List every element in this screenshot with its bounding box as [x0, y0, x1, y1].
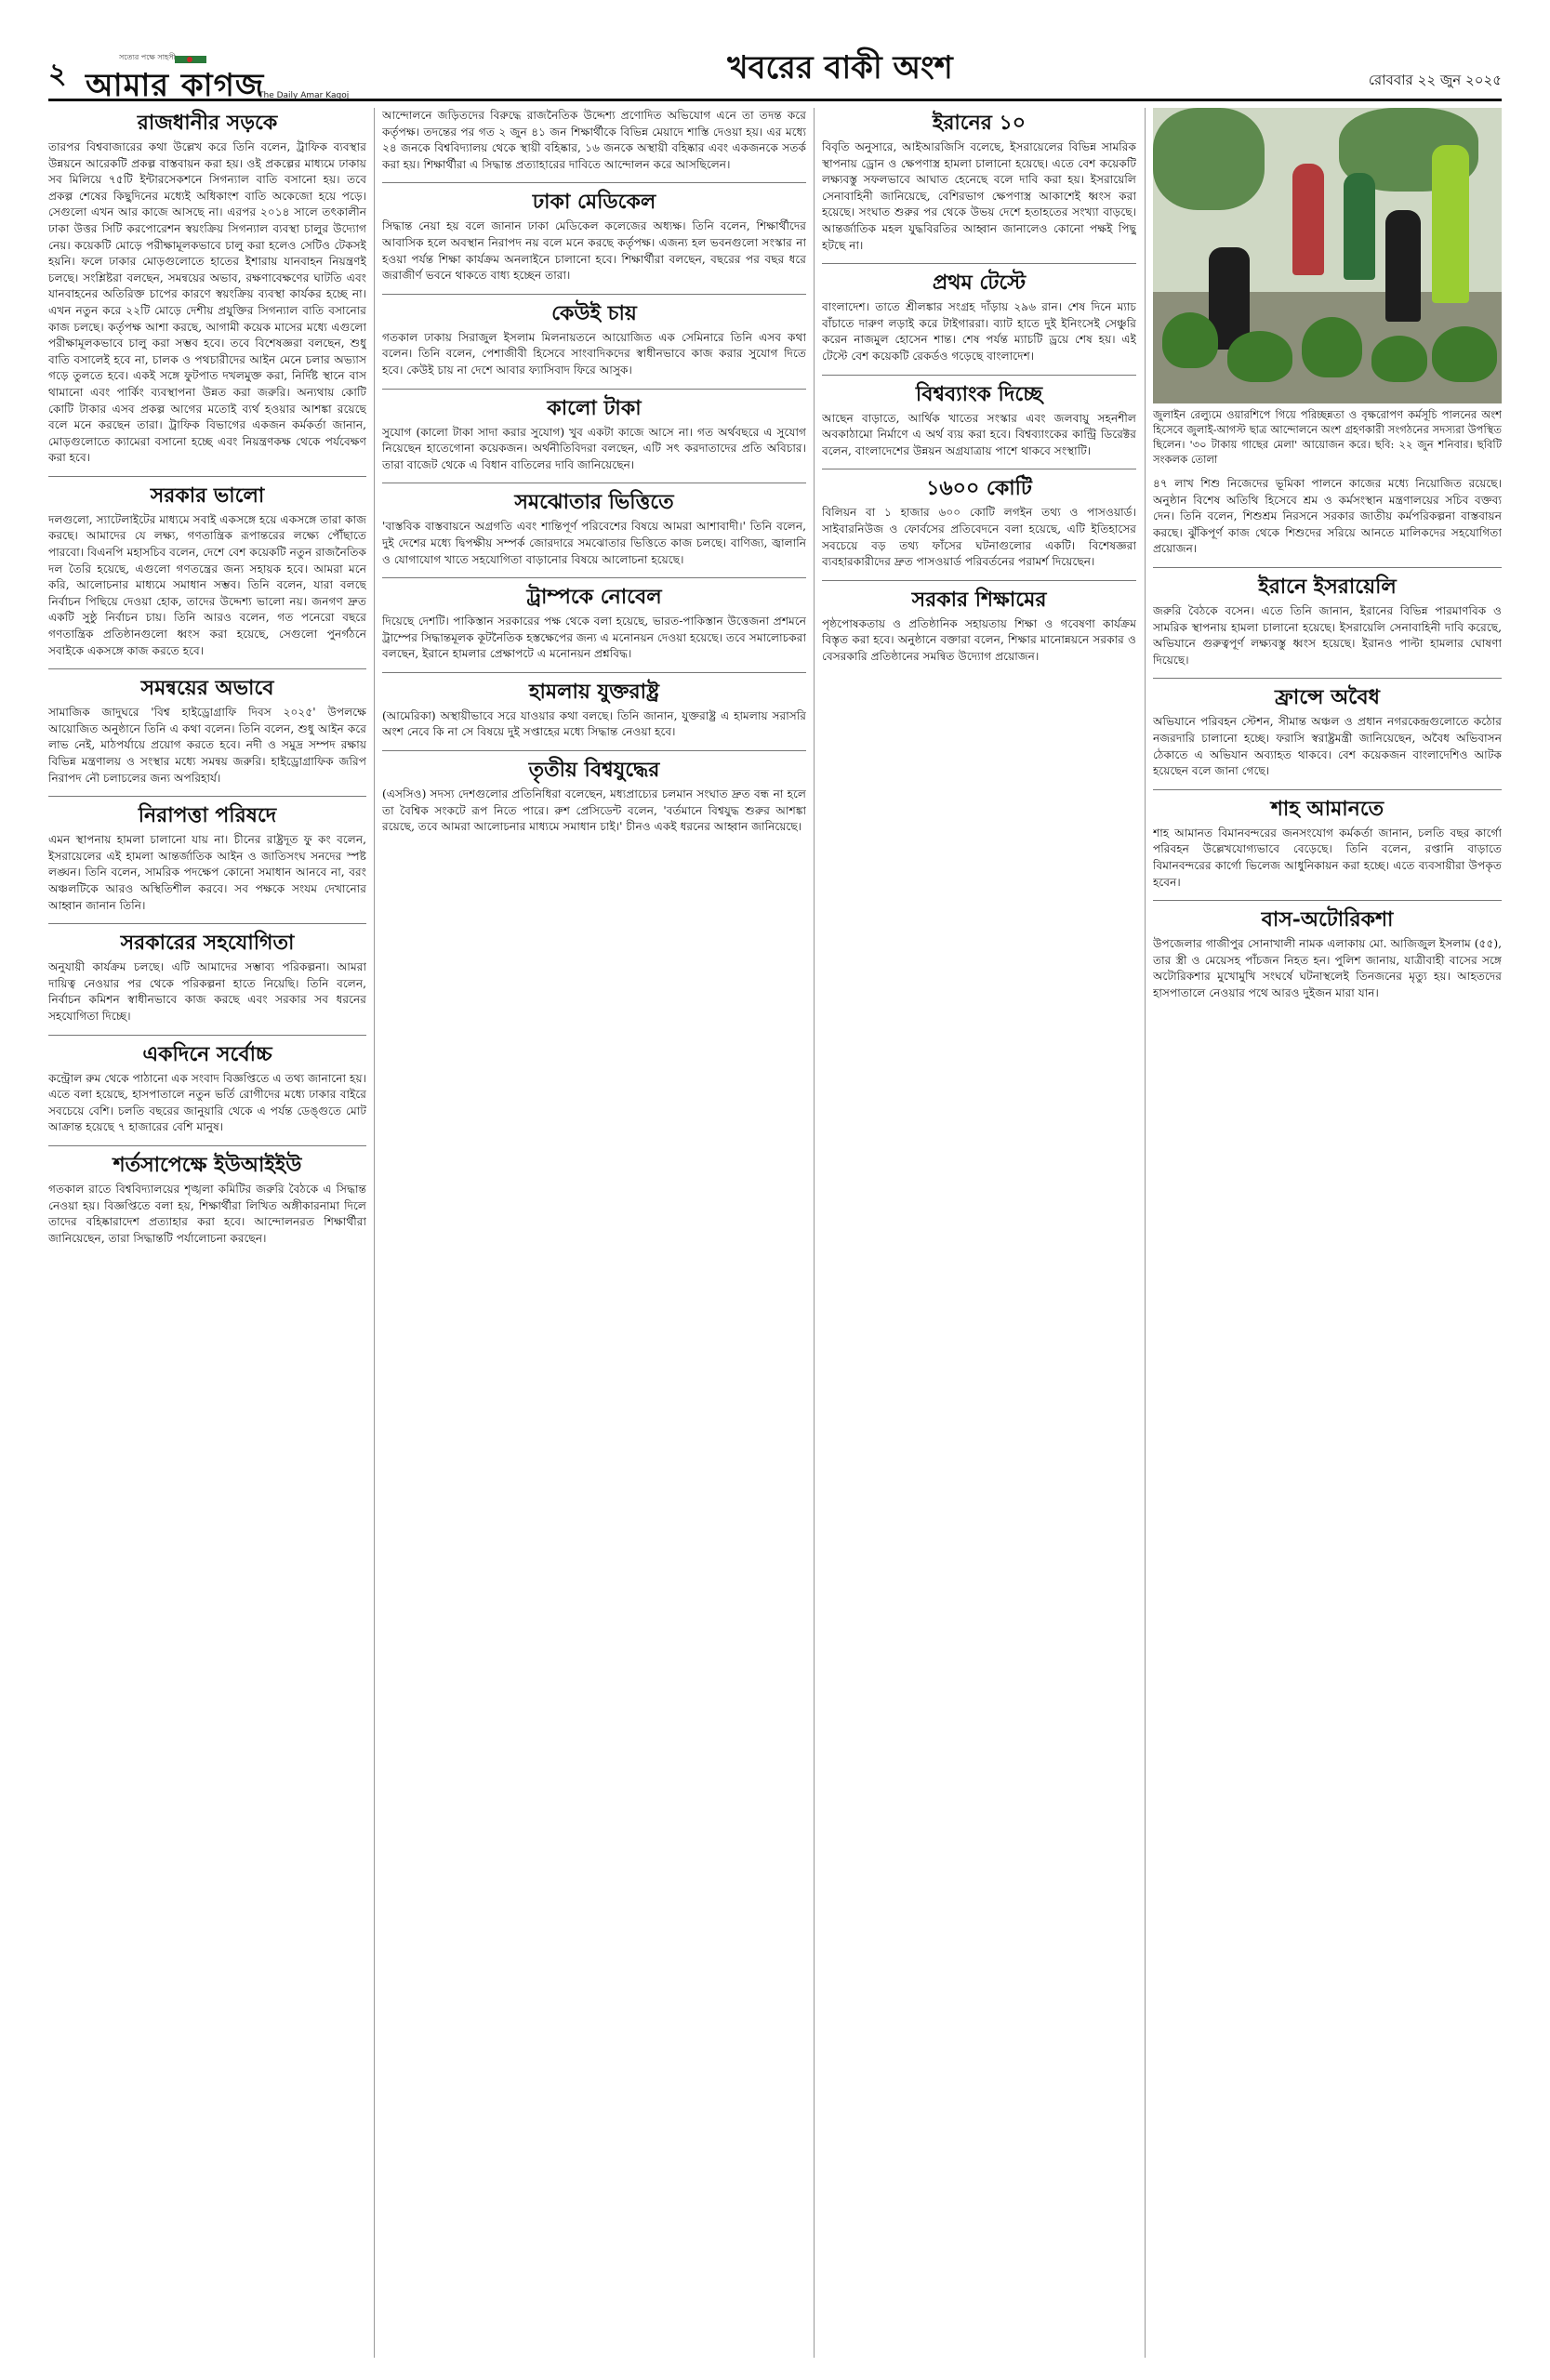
page-number: ২: [48, 58, 67, 90]
story: [822, 110, 1136, 254]
tree-shape: [1153, 108, 1265, 210]
story-body: বিলিয়ন বা ১ হাজার ৬০০ কোটি লগইন তথ্য ও পাসওয়ার্ড। সাইবারনিউজ ও ফোর্বসের প্রতিবেদনে বলা হয়েছে, এটি ইতিহাসের সবচেয়ে বড় তথ্য ফাঁসের ঘটনাগুলোর একটি। বিশেষজ্ঞরা ব্যবহারকারীদের দ্রুত পাসওয়ার্ড পরিবর্তনের পরামর্শ দিয়েছেন।: [822, 506, 1136, 569]
story-body: (এসসিও) সদস্য দেশগুলোর প্রতিনিধিরা বলেছেন, মধ্যপ্রাচ্যের চলমান সংঘাত দ্রুত বন্ধ না হলে তা বৈশ্বিক সংকটে রূপ নিতে পারে। রুশ প্রেসিডেন্ট বলেন, 'বর্তমানে বিশ্বযুদ্ধ শুরুর আশঙ্কা রয়েছে, তবে আমরা আলোচনার মাধ্যমে সমাধান চাই।' চীনও একই ধরনের আহ্বান জানিয়েছে।: [382, 787, 806, 834]
plant-shape: [1432, 326, 1497, 382]
story: [382, 294, 806, 379]
plant-shape: [1302, 317, 1362, 377]
headline: বাস-অটোরিকশা: [1261, 907, 1394, 932]
story: [822, 469, 1136, 570]
headline: সমন্বয়ের অভাবে: [140, 676, 274, 701]
story: [382, 389, 806, 474]
story-body: অভিযানে পরিবহন স্টেশন, সীমান্ত অঞ্চল ও প্রধান নগরকেন্দ্রগুলোতে কঠোর নজরদারি চালানো হচ্ছে। ফরাসি স্বরাষ্ট্রমন্ত্রী জানিয়েছেন, অবৈধ অভিবাসন ঠেকাতে এ অভিযান অব্যাহত থাকবে। বেশ কয়েকজন বাংলাদেশিও আটক হয়েছেন বলে জানা গেছে।: [1153, 715, 1502, 778]
story-body: 'বাস্তবিক বাস্তবায়নে অগ্রগতি এবং শান্তিপূর্ণ পরিবেশের বিষয়ে আমরা আশাবাদী।' তিনি বলেন, দুই দেশের মধ্যে দ্বিপক্ষীয় সম্পর্ক জোরদারে সমঝোতার ভিত্তিতে কাজ চলছে। বাণিজ্য, জ্বালানি ও যোগাযোগ খাতে সহযোগিতা বাড়ানোর বিষয়ে আলোচনা হয়েছে।: [382, 520, 806, 566]
story: [822, 263, 1136, 364]
masthead: [48, 49, 1502, 104]
person-shape: [1292, 164, 1324, 275]
headline: নিরাপত্তা পরিষদে: [138, 803, 277, 828]
column-4: [1153, 108, 1502, 2358]
headline: ১৬০০ কোটি: [926, 476, 1032, 501]
headline: একদিনে সর্বোচ্চ: [142, 1041, 272, 1066]
column-1: [48, 108, 366, 2358]
headline: সরকার শিক্ষামের: [911, 587, 1047, 612]
story: [382, 577, 806, 663]
person-shape: [1432, 145, 1469, 303]
section-title: খবরের বাকী অংশ: [727, 49, 953, 86]
story-body: বিবৃতি অনুসারে, আইআরজিসি বলেছে, ইসরায়েলের বিভিন্ন সামরিক স্থাপনায় ড্রোন ও ক্ষেপণাস্ত্র হামলা চালানো হয়েছে। এতে বেশ কয়েকটি লক্ষ্যবস্তু সফলভাবে আঘাত হেনেছে বলে দাবি করা হয়। ইসরায়েলি সেনাবাহিনী জানিয়েছে, বেশিরভাগ ক্ষেপণাস্ত্র আকাশেই ধ্বংস করা হয়েছে। সংঘাত শুরুর পর থেকে উভয় দেশে হতাহতের সংখ্যা বাড়ছে। আন্তর্জাতিক মহল যুদ্ধবিরতির আহ্বান জানালেও কোনো পক্ষই পিছু হটছে না।: [822, 140, 1136, 252]
headline: শর্তসাপেক্ষে ইউআইইউ: [113, 1152, 302, 1177]
story: [1153, 678, 1502, 779]
headline: হামলায় যুক্তরাষ্ট্র: [528, 679, 660, 704]
story: [382, 182, 806, 284]
story: [1153, 900, 1502, 1001]
story: [382, 108, 806, 173]
headline: ঢাকা মেডিকেল: [532, 190, 656, 215]
story: [382, 672, 806, 741]
story: [48, 796, 366, 914]
newspaper-logo: [86, 53, 383, 104]
headline: কেউই চায়: [551, 300, 637, 325]
story-body: দিয়েছে দেশটি। পাকিস্তান সরকারের পক্ষ থেকে বলা হয়েছে, ভারত-পাকিস্তান উত্তেজনা প্রশমনে ট্রাম্পের সিদ্ধান্তমূলক কূটনৈতিক হস্তক্ষেপের জন্য এ মনোনয়ন দেওয়া হয়েছে। তবে সমালোচকরা বলছেন, ইরানে হামলার প্রেক্ষাপটে এ মনোনয়ন প্রশ্নবিদ্ধ।: [382, 615, 806, 661]
story: [382, 483, 806, 568]
photo-caption: জুলাইন রেল্যুমে ওয়ারশিপে গিয়ে পরিচ্ছন্নতা ও বৃক্ষরোপণ কর্মসূচি পালনের অংশ হিসেবে জুলাই-আগস্ট ছাত্র আন্দোলনে অংশ গ্রহণকারী সংগঠনের সদস্যরা উপস্থিত ছিলেন। '৩০ টাকায় গাছের মেলা' আয়োজন করে। ছবি: ২২ জুন শনিবার। ছবিটি সংকলক তোলা: [1153, 408, 1502, 466]
story-body: বাংলাদেশ। তাতে শ্রীলঙ্কার সংগ্রহ দাঁড়ায় ২৯৬ রান। শেষ দিনে ম্যাচ বাঁচাতে দারুণ লড়াই করে টাইগাররা। ব্যাট হাতে দুই ইনিংসেই সেঞ্চুরি করেন নাজমুল হোসেন শান্ত। শেষ পর্যন্ত ম্যাচটি ড্রয়ে শেষ হয়। এই টেস্টে বেশ কয়েকটি রেকর্ডও গড়েছে বাংলাদেশ।: [822, 300, 1136, 363]
story-body: (আমেরিকা) অস্থায়ীভাবে সরে যাওয়ার কথা বলছে। তিনি জানান, যুক্তরাষ্ট্র এ হামলায় সরাসরি অংশ নেবে কি না সে বিষয়ে দুই সপ্তাহের মধ্যে সিদ্ধান্ত নেওয়া হবে।: [382, 708, 806, 739]
story-body: সিদ্ধান্ত নেয়া হয় বলে জানান ঢাকা মেডিকেল কলেজের অধ্যক্ষ। তিনি বলেন, শিক্ষার্থীদের আবাসিক হলে অবস্থান নিরাপদ নয় বলে মনে করছে কর্তৃপক্ষ। এজন্য হল ভবনগুলো সংস্কার না হওয়া পর্যন্ত শিক্ষা কার্যক্রম অনলাইনে চালানো হবে। শিক্ষার্থীরা বলছেন, বছরের পর বছর ধরে জরাজীর্ণ ভবনে থাকতে বাধ্য হচ্ছেন তারা।: [382, 219, 806, 283]
story-body: এমন স্থাপনায় হামলা চালানো যায় না। চীনের রাষ্ট্রদূত ফু কং বলেন, ইসরায়েলের এই হামলা আন্তর্জাতিক আইন ও জাতিসংঘ সনদের স্পষ্ট লঙ্ঘন। তিনি বলেন, সামরিক পদক্ষেপ কোনো সমাধান আনবে না, বরং অঞ্চলটিকে আরও অস্থিতিশীল করবে। সব পক্ষকে সংযম দেখানোর আহ্বান জানান তিনি।: [48, 833, 366, 912]
story-body: আছেন বাড়াতে, আর্থিক খাতের সংস্কার এবং জলবায়ু সহনশীল অবকাঠামো নির্মাণে এ অর্থ ব্যয় করা হবে। বিশ্বব্যাংকের কান্ট্রি ডিরেক্টর বলেন, বাংলাদেশের উন্নয়ন অগ্রযাত্রায় পাশে থাকবে সংস্থাটি।: [822, 411, 1136, 457]
story-body: ৪৭ লাখ শিশু নিজেদের ভূমিকা পালনে কাজের মধ্যে নিয়োজিত রয়েছে। অনুষ্ঠান বিশেষ অতিথি হিসেবে শ্রম ও কর্মসংস্থান মন্ত্রণালয়ের সচিব বক্তব্য দেন। তিনি বলেন, শিশুশ্রম নিরসনে সরকার জাতীয় কর্মপরিকল্পনা বাস্তবায়ন করছে। ঝুঁকিপূর্ণ কাজ থেকে শিশুদের সরিয়ে আনতে মালিকদের সহযোগিতা প্রয়োজন।: [1153, 477, 1502, 556]
headline: সমঝোতার ভিত্তিতে: [514, 490, 674, 515]
story: [48, 476, 366, 659]
story-body: গতকাল ঢাকায় সিরাজুল ইসলাম মিলনায়তনে আয়োজিত এক সেমিনারে তিনি এসব কথা বলেন। তিনি বলেন, পেশাজীবী হিসেবে সাংবাদিকদের স্বাধীনভাবে কাজ করার সুযোগ দিতে হবে। কেউই চায় না দেশে আবার ফ্যাসিবাদ ফিরে আসুক।: [382, 330, 806, 377]
column-divider: [374, 108, 375, 2358]
brand-name: আমার কাগজ: [86, 67, 265, 104]
story: [382, 750, 806, 836]
person-shape: [1344, 173, 1375, 280]
column-divider: [814, 108, 815, 2358]
story-body: অনুযায়ী কার্যক্রম চলছে। এটি আমাদের সম্ভাব্য পরিকল্পনা। আমরা দায়িত্ব নেওয়ার পর থেকে পরিকল্পনা হাতে নিয়েছি। তিনি বলেন, নির্বাচন কমিশন স্বাধীনভাবে কাজ করছে এবং সরকার সব ধরনের সহযোগিতা দিচ্ছে।: [48, 960, 366, 1023]
headline: শাহ আমানতে: [1270, 796, 1384, 821]
person-shape: [1385, 210, 1421, 322]
brand-tagline: সত্যের পক্ষে সাহসী: [119, 53, 176, 61]
headline: রাজধানীর সড়কে: [137, 111, 278, 135]
headline: ট্রাম্পকে নোবেল: [526, 585, 662, 610]
headline: বিশ্বব্যাংক দিচ্ছে: [915, 381, 1043, 406]
story-body: দলগুলো, স্যাটেলাইটের মাধ্যমে সবাই একসঙ্গে হয়ে একসঙ্গে তারা কাজ করছে। আমাদের যে লক্ষ্য, গণতান্ত্রিক রূপান্তরের লক্ষ্যে পৌঁছাতে পারবো। বিএনপি মহাসচিব বলেন, দেশে বেশ কয়েকটি নতুন রাজনৈতিক দল তৈরি হয়েছে, এগুলো গণতন্ত্রের জন্য সহায়ক হবে। আমরা মনে করি, আলোচনার মাধ্যমে সমাধান সম্ভব। তিনি বলেন, যারা বলছে নির্বাচন পিছিয়ে দেওয়া হোক, তাদের উদ্দেশ্য ভালো নয়। জনগণ দ্রুত একটি সুষ্ঠু নির্বাচন চায়। তিনি আরও বলেন, গত পনেরো বছরে গণতান্ত্রিক প্রতিষ্ঠানগুলো ধ্বংস করা হয়েছে, সেগুলো পুনর্গঠনে সবাইকে একসঙ্গে কাজ করতে হবে।: [48, 512, 366, 657]
story: [48, 668, 366, 787]
column-divider: [1145, 108, 1146, 2358]
headline: সরকারের সহযোগিতা: [120, 931, 295, 956]
story-body: তারপর বিশ্ববাজারের কথা উল্লেখ করে তিনি বলেন, ট্রাফিক ব্যবস্থার উন্নয়নে আরেকটি প্রকল্প বাস্তবায়ন করা হয়। ওই প্রকল্পের মাধ্যমে ঢাকায় সব মিলিয়ে ৭৫টি ইন্টারসেকশনে সিগন্যাল বাতি বসানো হয়। তবে প্রকল্প শেষের কিছুদিনের মধ্যেই অধিকাংশ বাতি অকেজো হয়ে পড়ে। সেগুলো এখন আর কাজে আসছে না। এরপর ২০১৪ সালে তৎকালীন ঢাকা উত্তর সিটি করপোরেশন স্বয়ংক্রিয় সিগন্যাল ব্যবস্থা চালুর উদ্যোগ নেয়। কয়েকটি মোড়ে পরীক্ষামূলকভাবে চালু করা হলেও সেটিও টেকসই হয়নি। ফলে ঢাকার মোড়গুলোতে হাতের ইশারায় যানবাহন নিয়ন্ত্রণই চলছে। সংশ্লিষ্টরা বলছেন, সমন্বয়ের অভাব, রক্ষণাবেক্ষণের ঘাটতি এবং যানবাহনের অতিরিক্ত চাপের কারণে স্বয়ংক্রিয় ব্যবস্থা কার্যকর হচ্ছে না। এখন নতুন করে ২২টি মোড়ে দেশীয় প্রযুক্তির সিগন্যাল বাতি বসানোর কাজ চলছে। কর্তৃপক্ষ আশা করছে, আগামী কয়েক মাসের মধ্যে এগুলো পরীক্ষামূলকভাবে চালু করা সম্ভব হবে। তবে বিশেষজ্ঞরা বলছেন, শুধু বাতি বসালেই হবে না, চালক ও পথচারীদের আইন মেনে চলার অভ্যাস গড়ে তুলতে হবে। একই সঙ্গে ফুটপাত দখলমুক্ত করা, নির্দিষ্ট স্থানে বাস থামানো এবং পার্কিং ব্যবস্থাপনা উন্নত করা জরুরি। অন্যথায় কোটি কোটি টাকার এসব প্রকল্প আগের মতোই ব্যর্থ হওয়ার আশঙ্কা রয়েছে বলে মনে করছেন তারা। ট্রাফিক বিভাগের একজন কর্মকর্তা জানান, মোড়গুলোতে ক্যামেরা বসানো হচ্ছে এবং নিয়ন্ত্রণকক্ষ থেকে পর্যবেক্ষণ করা হবে।: [48, 140, 366, 465]
story-body: কন্ট্রোল রুম থেকে পাঠানো এক সংবাদ বিজ্ঞপ্তিতে এ তথ্য জানানো হয়। এতে বলা হয়েছে, হাসপাতালে নতুন ভর্তি রোগীদের মধ্যে ঢাকার বাইরে সবচেয়ে বেশি। চলতি বছরের জানুয়ারি থেকে এ পর্যন্ত ডেঙ্গুতে মোট আক্রান্ত হয়েছে ৭ হাজারের বেশি মানুষ।: [48, 1071, 366, 1134]
plant-shape: [1162, 312, 1218, 368]
story: [48, 110, 366, 467]
story-body: গতকাল রাতে বিশ্ববিদ্যালয়ের শৃঙ্খলা কমিটির জরুরি বৈঠকে এ সিদ্ধান্ত নেওয়া হয়। বিজ্ঞপ্তিতে বলা হয়, শিক্ষার্থীরা লিখিত অঙ্গীকারনামা দিলে তাদের বহিষ্কারাদেশ প্রত্যাহার করা হবে। আন্দোলনরত শিক্ষার্থীরা জানিয়েছেন, তারা সিদ্ধান্তটি পর্যালোচনা করছেন।: [48, 1182, 366, 1245]
headline: কালো টাকা: [547, 395, 642, 420]
headline: প্রথম টেস্টে: [932, 271, 1027, 296]
brand-sub: The Daily Amar Kagoj: [258, 91, 350, 100]
story: [1153, 789, 1502, 891]
news-photo: [1153, 108, 1502, 403]
plant-shape: [1371, 336, 1427, 382]
story-body: শাহ আমানত বিমানবন্দরের জনসংযোগ কর্মকর্তা জানান, চলতি বছর কার্গো পরিবহন উল্লেখযোগ্যভাবে বেড়েছে। তিনি বলেন, রপ্তানি বাড়াতে বিমানবন্দরের কার্গো ভিলেজ আধুনিকায়ন করা হচ্ছে। এতে ব্যবসায়ীরা উপকৃত হবেন।: [1153, 826, 1502, 889]
story: [48, 1035, 366, 1136]
story: [822, 375, 1136, 460]
story: [822, 580, 1136, 666]
story-body: সামাজিক জাদুঘরে 'বিশ্ব হাইড্রোগ্রাফি দিবস ২০২৫' উপলক্ষে আয়োজিত অনুষ্ঠানে তিনি এ কথা বলেন। তিনি বলেন, শুধু আইন করে লাভ নেই, মাঠপর্যায়ে প্রয়োগ করতে হবে। নদী ও সমুদ্র সম্পদ রক্ষায় বিভিন্ন মন্ত্রণালয় ও সংস্থার মধ্যে সমন্বয় জরুরি। হাইড্রোগ্রাফিক জরিপ নিরাপদ নৌ চলাচলের জন্য অপরিহার্য।: [48, 706, 366, 785]
plant-shape: [1227, 331, 1292, 382]
headline: সরকার ভালো: [150, 483, 265, 508]
column-2: [382, 108, 806, 2358]
story: [48, 1145, 366, 1247]
story-body: পৃষ্ঠপোষকতায় ও প্রতিষ্ঠানিক সহায়তায় শিক্ষা ও গবেষণা কার্যক্রম বিস্তৃত করা হবে। অনুষ্ঠানে বক্তারা বলেন, শিক্ষার মানোন্নয়নে সরকার ও বেসরকারি প্রতিষ্ঠানের সমন্বিত উদ্যোগ প্রয়োজন।: [822, 616, 1136, 663]
story: [1153, 476, 1502, 558]
story: [48, 923, 366, 1025]
headline: তৃতীয় বিশ্বযুদ্ধের: [528, 758, 660, 783]
story-body: উপজেলার গাজীপুর সোনাখালী নামক এলাকায় মো. আজিজুল ইসলাম (৫৫), তার স্ত্রী ও মেয়েসহ পাঁচজন নিহত হন। পুলিশ জানায়, যাত্রীবাহী বাসের সঙ্গে অটোরিকশার মুখোমুখি সংঘর্ষে ঘটনাস্থলেই তিনজনের মৃত্যু হয়। আহতদের হাসপাতালে নেওয়ার পথে আরও দুইজন মারা যান।: [1153, 937, 1502, 999]
dateline: রোববার ২২ জুন ২০২৫: [1368, 72, 1502, 88]
story: [1153, 567, 1502, 668]
story-body: জরুরি বৈঠকে বসেন। এতে তিনি জানান, ইরানের বিভিন্ন পারমাণবিক ও সামরিক স্থাপনায় হামলা চালানো হয়েছে। ইসরায়েলি সেনাবাহিনী দাবি করেছে, অভিযানে গুরুত্বপূর্ণ লক্ষ্যবস্তু ধ্বংস হয়েছে। ইরানও পাল্টা হামলার ঘোষণা দিয়েছে।: [1153, 603, 1502, 667]
headline: ইরানে ইসরায়েলি: [1258, 574, 1397, 599]
column-3: [822, 108, 1136, 2358]
story-body: সুযোগ (কালো টাকা সাদা করার সুযোগ) খুব একটা কাজে আসে না। গত অর্থবছরে এ সুযোগ নিয়েছেন হাতেগোনা কয়েকজন। অর্থনীতিবিদরা বলছেন, এটি সৎ করদাতাদের প্রতি অবিচার। তারা বাজেট থেকে এ বিধান বাতিলের দাবি জানিয়েছেন।: [382, 425, 806, 471]
headline: ইরানের ১০: [932, 111, 1027, 135]
story-body: আন্দোলনে জড়িতদের বিরুদ্ধে রাজনৈতিক উদ্দেশ্য প্রণোদিত অভিযোগ এনে তা তদন্ত করে কর্তৃপক্ষ। তদন্তের পর গত ২ জুন ৪১ জন শিক্ষার্থীকে বিভিন্ন মেয়াদে শাস্তি দেওয়া হয়। এর মধ্যে ২৪ জনকে বিশ্ববিদ্যালয় থেকে স্থায়ী বহিষ্কার, ১৬ জনকে অস্থায়ী বহিষ্কার এবং একজনকে সতর্ক করা হয়। শিক্ষার্থীরা এ সিদ্ধান্ত প্রত্যাহারের দাবিতে আন্দোলন করে আসছিলেন।: [382, 109, 806, 171]
headline: ফ্রান্সে অবৈধ: [1275, 685, 1380, 710]
